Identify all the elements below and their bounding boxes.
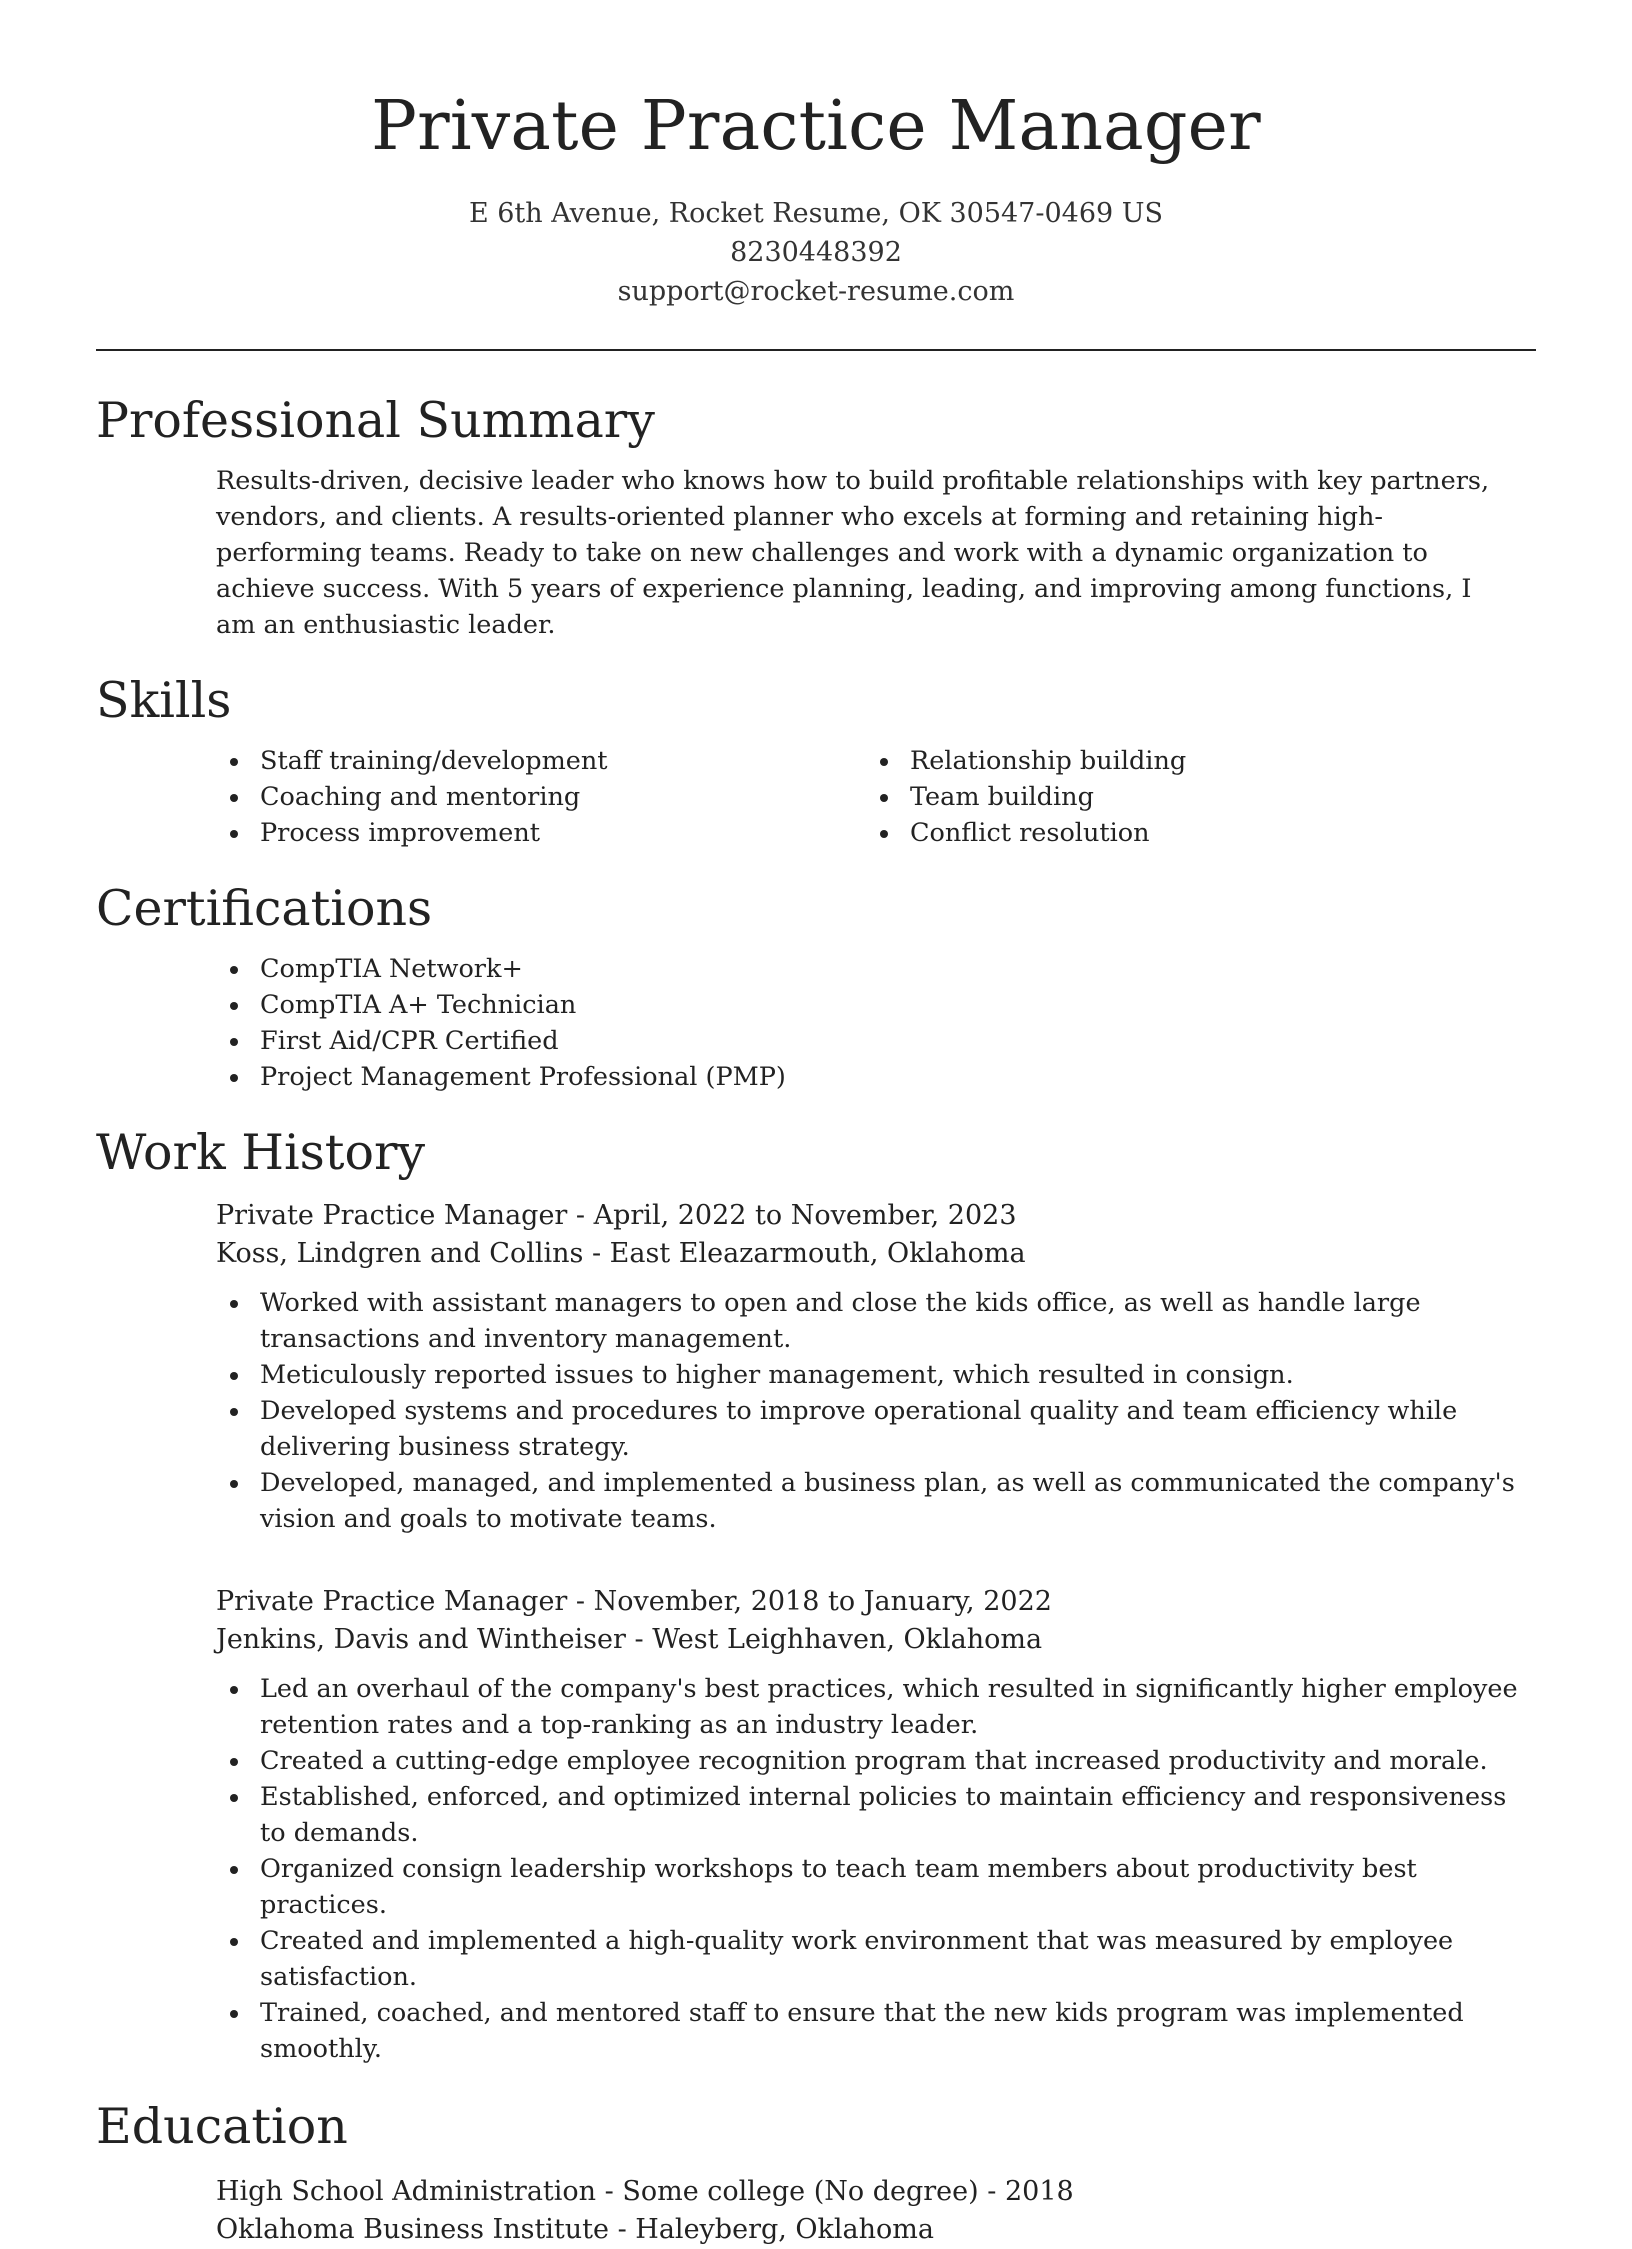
- job-bullet: Created and implemented a high-quality work environment that was measured by employee satisfaction.: [216, 1923, 1536, 1995]
- certification-item: First Aid/CPR Certified: [216, 1023, 1536, 1059]
- job-role-line: Private Practice Manager - April, 2022 to November, 2023: [216, 1200, 1017, 1231]
- education-heading: Education: [96, 2098, 348, 2155]
- education-school-line: Oklahoma Business Institute - Haleyberg, Oklahoma: [216, 2214, 934, 2245]
- contact-address: E 6th Avenue, Rocket Resume, OK 30547-0469 US: [468, 198, 1164, 229]
- skill-item: Coaching and mentoring: [216, 779, 866, 815]
- certifications-section: [96, 879, 1536, 1095]
- job-bullets: [216, 1285, 1536, 1537]
- skills-column-right: [866, 743, 1516, 851]
- job-bullet: Meticulously reported issues to higher management, which resulted in consign.: [216, 1357, 1536, 1393]
- job-bullet: Created a cutting-edge employee recognition program that increased productivity and morale.: [216, 1743, 1536, 1779]
- summary-section: [96, 391, 1536, 643]
- resume-page: [96, 0, 1536, 2245]
- resume-header: [96, 0, 1536, 311]
- job-bullet: Organized consign leadership workshops to teach team members about productivity best practices.: [216, 1851, 1536, 1923]
- contact-phone: 8230448392: [730, 237, 902, 268]
- job-bullet: Developed systems and procedures to improve operational quality and team efficiency while delivering business strategy.: [216, 1393, 1536, 1465]
- skill-item: Relationship building: [866, 743, 1516, 779]
- job-role-line: Private Practice Manager - November, 2018 to January, 2022: [216, 1586, 1052, 1617]
- skills-grid: [216, 743, 1536, 851]
- contact-email: support@rocket-resume.com: [617, 276, 1015, 307]
- job-company-line: Jenkins, Davis and Wintheiser - West Leighhaven, Oklahoma: [216, 1624, 1043, 1655]
- skills-column-left: [216, 743, 866, 851]
- job-bullet: Established, enforced, and optimized internal policies to maintain efficiency and responsiveness to demands.: [216, 1779, 1536, 1851]
- skill-item: Conflict resolution: [866, 815, 1516, 851]
- job-company-line: Koss, Lindgren and Collins - East Eleazarmouth, Oklahoma: [216, 1238, 1026, 1269]
- summary-heading: Professional Summary: [96, 392, 655, 449]
- job-bullet: Developed, managed, and implemented a business plan, as well as communicated the company's vision and goals to motivate teams.: [216, 1465, 1536, 1537]
- certification-item: Project Management Professional (PMP): [216, 1059, 1536, 1095]
- job-entry: [216, 1197, 1536, 1537]
- job-bullet: Led an overhaul of the company's best practices, which resulted in significantly higher employee retention rates and a top-ranking as an industry leader.: [216, 1671, 1536, 1743]
- job-entry: [216, 1583, 1536, 2067]
- work-history-section: [96, 1123, 1536, 2067]
- certification-item: CompTIA A+ Technician: [216, 987, 1536, 1023]
- skill-item: Staff training/development: [216, 743, 866, 779]
- education-degree-line: High School Administration - Some college (No degree) - 2018: [216, 2176, 1074, 2207]
- job-bullets: [216, 1671, 1536, 2067]
- certifications-heading: Certifications: [96, 880, 433, 937]
- certification-item: CompTIA Network+: [216, 951, 1536, 987]
- contact-block: [96, 194, 1536, 311]
- summary-text: Results-driven, decisive leader who knows how to build profitable relationships with key partners, vendors, and clients. A results-oriented planner who excels at forming and retaining high-performing teams. Ready to take on new challenges and work with a dynamic organization to achieve success. With 5 years of experience planning, leading, and improving among functions, I am an enthusiastic leader.: [216, 466, 1490, 640]
- education-entry: [216, 2173, 1536, 2249]
- resume-name: Private Practice Manager: [371, 87, 1261, 166]
- header-divider: [96, 349, 1536, 351]
- skill-item: Team building: [866, 779, 1516, 815]
- job-bullet: Worked with assistant managers to open and close the kids office, as well as handle large transactions and inventory management.: [216, 1285, 1536, 1357]
- certifications-list: [216, 951, 1536, 1095]
- work-history-heading: Work History: [96, 1124, 426, 1181]
- skills-section: [96, 671, 1536, 851]
- skill-item: Process improvement: [216, 815, 866, 851]
- job-bullet: Trained, coached, and mentored staff to ensure that the new kids program was implemented smoothly.: [216, 1995, 1536, 2067]
- education-section: [96, 2097, 1536, 2249]
- skills-heading: Skills: [96, 672, 232, 729]
